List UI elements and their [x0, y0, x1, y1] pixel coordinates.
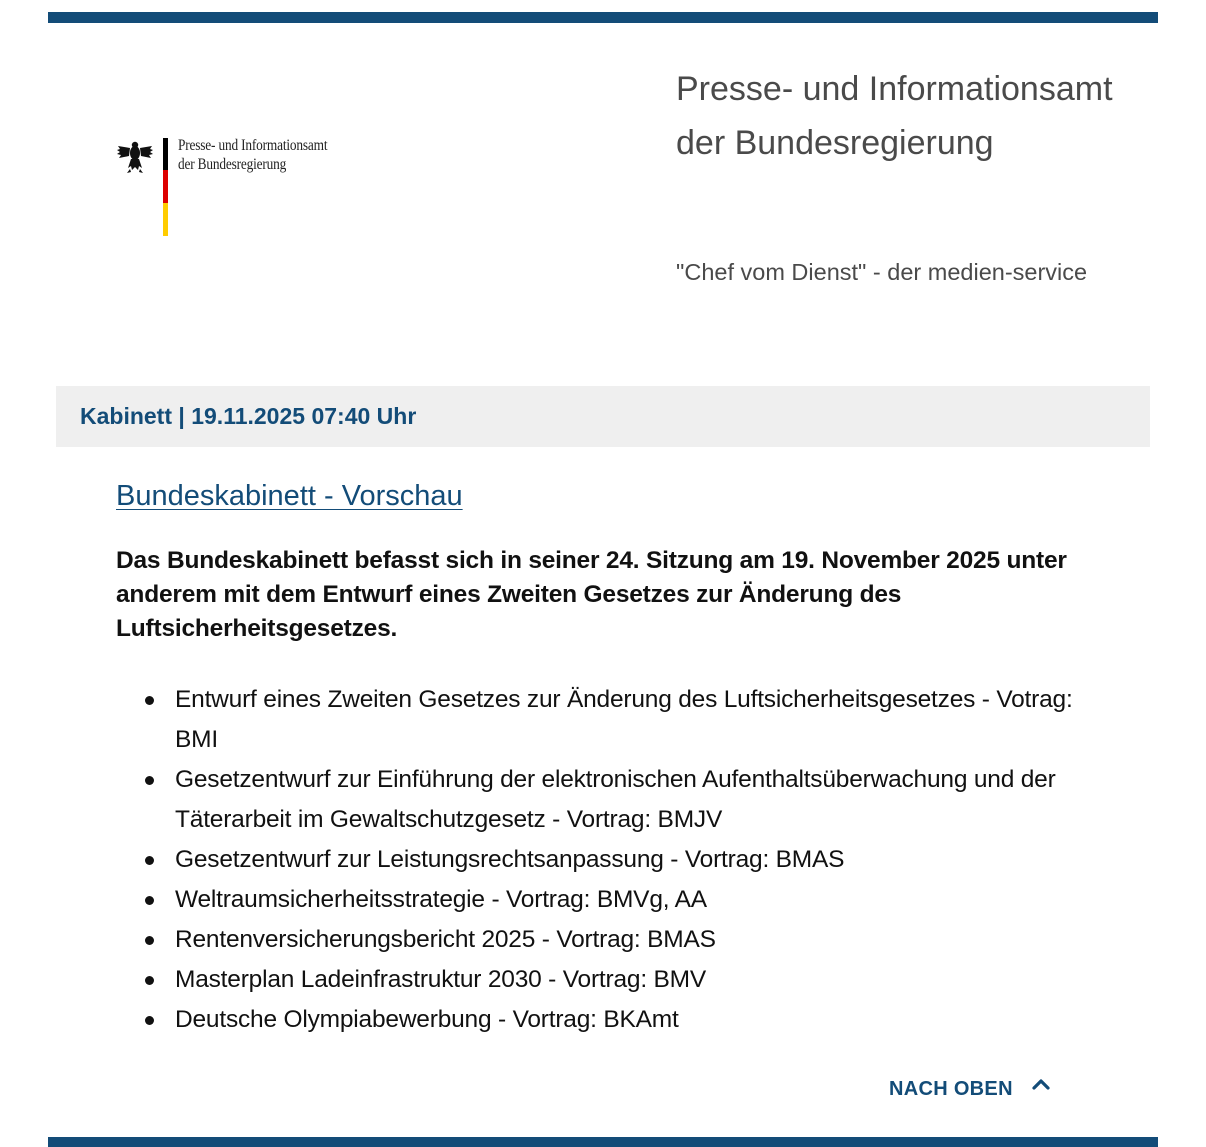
- bullet-icon: [145, 696, 154, 705]
- agenda-item-text: Entwurf eines Zweiten Gesetzes zur Änderung des Luftsicherheitsgesetzes - Votrag: BMI: [175, 686, 1073, 753]
- article: [116, 474, 1096, 1040]
- bullet-icon: [145, 776, 154, 785]
- chevron-up-icon: [1031, 1077, 1051, 1091]
- agenda-item: [175, 760, 1096, 840]
- agenda-list: [116, 680, 1096, 1040]
- category-bar: [56, 386, 1150, 447]
- bullet-icon: [145, 1016, 154, 1025]
- agency-name: Presse- und Informationsamt der Bundesregierung: [676, 70, 1113, 162]
- article-title-link[interactable]: Bundeskabinett - Vorschau: [116, 480, 463, 512]
- agenda-item: [175, 920, 1096, 960]
- agenda-item-text: Rentenversicherungsbericht 2025 - Vortrag: BMAS: [175, 926, 716, 953]
- agenda-item: [175, 840, 1096, 880]
- agenda-item-text: Masterplan Ladeinfrastruktur 2030 - Vortrag: BMV: [175, 966, 707, 993]
- agenda-item: [175, 680, 1096, 760]
- service-name: "Chef vom Dienst" - der medien-service: [676, 259, 1088, 285]
- agenda-item-text: Weltraumsicherheitsstrategie - Vortrag: BMVg, AA: [175, 886, 707, 913]
- top-accent-bar: [48, 12, 1158, 23]
- agenda-item: [175, 880, 1096, 920]
- flag-stripe-black: [163, 138, 168, 170]
- back-to-top-link[interactable]: [889, 1075, 1051, 1103]
- logo-text-line2: der Bundesregierung: [178, 156, 287, 173]
- logo-text-line1: Presse- und Informationsamt: [178, 137, 328, 154]
- article-lead: Das Bundeskabinett befasst sich in seiner 24. Sitzung am 19. November 2025 unter anderem mit dem Entwurf eines Zweiten Gesetzes zur Änderung des Luftsicherheitsgesetzes.: [116, 547, 1067, 642]
- bullet-icon: [145, 896, 154, 905]
- bullet-icon: [145, 856, 154, 865]
- flag-stripe-red: [163, 170, 168, 203]
- agenda-item-text: Gesetzentwurf zur Leistungsrechtsanpassung - Vortrag: BMAS: [175, 846, 845, 873]
- bullet-icon: [145, 936, 154, 945]
- category-label: Kabinett | 19.11.2025 07:40 Uhr: [80, 403, 417, 429]
- government-logo[interactable]: [112, 136, 412, 240]
- bullet-icon: [145, 976, 154, 985]
- agenda-item: [175, 960, 1096, 1000]
- agenda-item: [175, 1000, 1096, 1040]
- eagle-icon: [115, 138, 155, 178]
- agenda-item-text: Gesetzentwurf zur Einführung der elektronischen Aufenthaltsüberwachung und der Täterarbeit im Gewaltschutzgesetz - Vortrag: BMJV: [175, 766, 1056, 833]
- back-to-top-label: NACH OBEN: [889, 1077, 1013, 1100]
- bottom-accent-bar: [48, 1137, 1158, 1147]
- flag-stripe-gold: [163, 203, 168, 236]
- agenda-item-text: Deutsche Olympiabewerbung - Vortrag: BKAmt: [175, 1006, 679, 1033]
